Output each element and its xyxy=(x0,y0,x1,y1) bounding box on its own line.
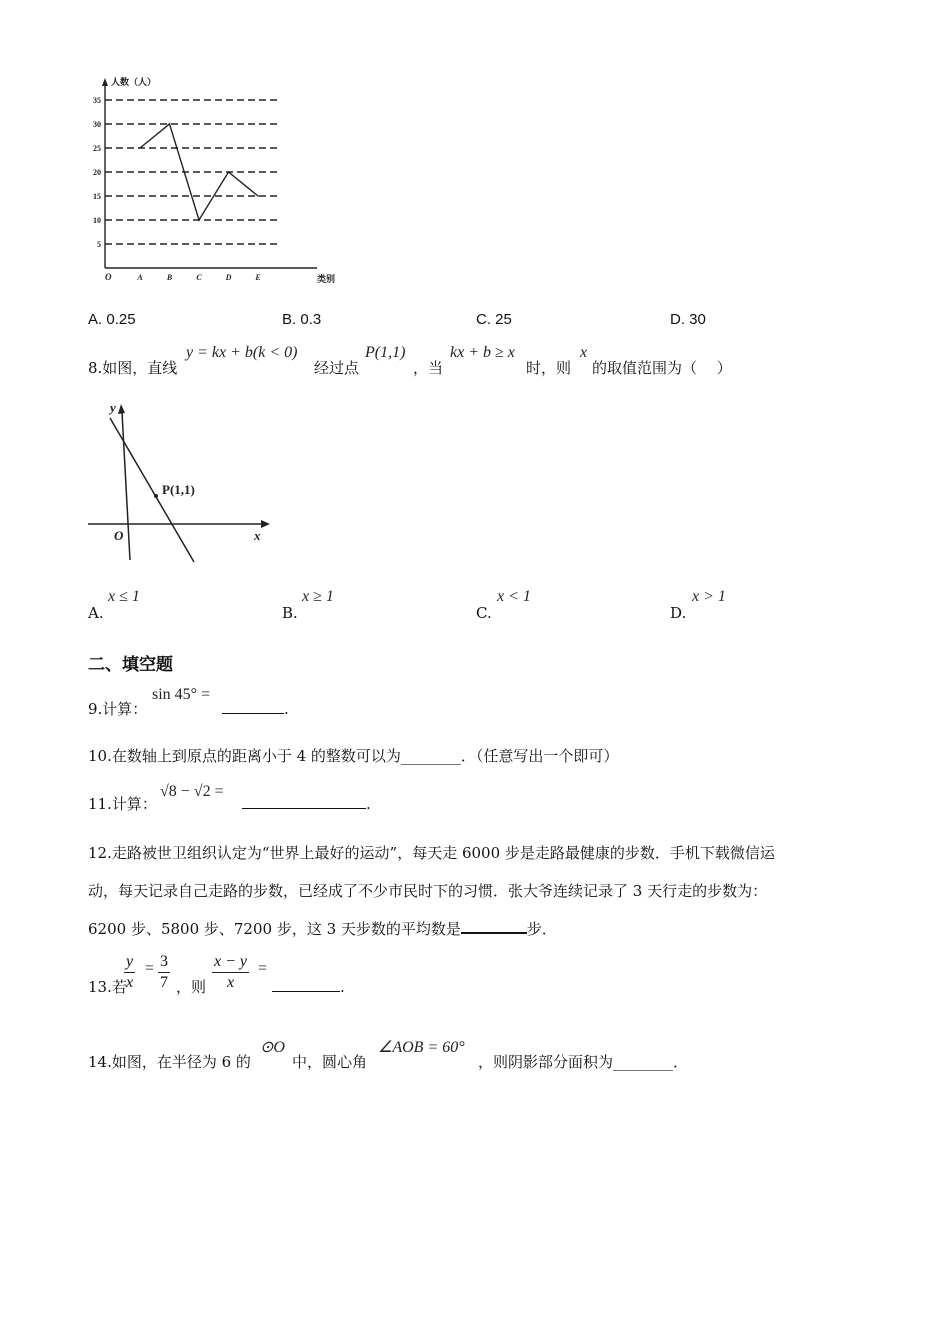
q13-prefix: 13.若 xyxy=(88,978,127,996)
q7-line-chart xyxy=(85,72,355,290)
origin-label: O xyxy=(114,528,124,543)
q13-fraction-1 xyxy=(124,952,135,993)
q11-prefix: 11.计算： xyxy=(88,795,157,813)
q7-option-d xyxy=(670,311,706,328)
y-axis-label: 人数（人） xyxy=(111,77,157,87)
option-letter: D. xyxy=(670,311,685,328)
y-tick-label: 35 xyxy=(93,96,101,105)
x-tick-label: B xyxy=(166,273,173,282)
q12-line2: 动，每天记录自己走路的步数，已经成了不少市民时下的习惯．张大爷连续记录了 3 天行走的步数为： xyxy=(88,882,768,900)
q13-fraction-3 xyxy=(212,952,249,993)
answer-blank xyxy=(272,977,340,992)
x-tick-label: C xyxy=(196,273,202,282)
data-point xyxy=(139,147,141,149)
option-value: 30 xyxy=(689,311,706,328)
q12-line3 xyxy=(88,918,557,939)
option-value: 25 xyxy=(495,311,512,328)
q8-option-d-letter: D. xyxy=(670,604,687,622)
y-tick-label: 5 xyxy=(97,240,101,249)
y-tick-label: 10 xyxy=(93,216,101,225)
data-point xyxy=(198,219,200,221)
q8-option-b-value: x ≥ 1 xyxy=(302,588,334,605)
q11-expression: √8 − √2 = xyxy=(160,783,224,800)
y-tick-label: 20 xyxy=(93,168,101,177)
fraction-numerator: 3 xyxy=(158,952,170,973)
q8-option-c-value: x < 1 xyxy=(497,588,531,605)
q7-option-c xyxy=(476,311,512,328)
q14-prefix: 14.如图，在半径为 6 的 xyxy=(88,1053,251,1071)
x-axis-arrow xyxy=(261,520,270,528)
q9-prefix: 9.计算： xyxy=(88,700,148,718)
q10-text: 10.在数轴上到原点的距离小于 4 的整数可以为________．（任意写出一个即可） xyxy=(88,747,619,765)
y-tick-labels xyxy=(93,96,101,249)
q13-mid: ，则 xyxy=(176,978,207,996)
fraction-numerator: y xyxy=(124,952,135,973)
answer-blank xyxy=(461,918,527,934)
x-tick-label: E xyxy=(255,273,261,282)
q8-option-a-value: x ≤ 1 xyxy=(108,588,140,605)
q8-mid3: 时，则 xyxy=(526,359,572,377)
q13-answer-blank xyxy=(272,977,345,997)
q8-inequality: kx + b ≥ x xyxy=(450,344,515,361)
x-tick-label: A xyxy=(137,273,143,282)
q8-mid2: ，当 xyxy=(413,359,444,377)
chart-axes xyxy=(102,76,335,284)
q8-option-a-letter: A. xyxy=(88,604,104,622)
option-letter: A. xyxy=(88,311,103,328)
fraction-numerator: x − y xyxy=(212,952,249,973)
option-value: 0.3 xyxy=(300,311,322,328)
section-heading: 二、填空题 xyxy=(88,655,173,675)
option-letter: B. xyxy=(282,311,297,328)
data-point xyxy=(228,171,230,173)
q14-suffix: ，则阴影部分面积为________． xyxy=(478,1053,689,1071)
y-axis-arrow xyxy=(118,404,125,414)
x-axis-label: x xyxy=(254,528,261,543)
data-point xyxy=(257,195,259,197)
y-tick-label: 25 xyxy=(93,144,101,153)
data-point xyxy=(169,123,171,125)
q8-option-b-letter: B. xyxy=(282,604,298,622)
q8-prefix: 8.如图，直线 xyxy=(88,359,178,377)
q12-line3-suffix: 步． xyxy=(526,920,557,938)
y-tick-label: 15 xyxy=(93,192,101,201)
q13-suffix: . xyxy=(340,978,345,996)
y-tick-label: 30 xyxy=(93,120,101,129)
fraction-denominator: 7 xyxy=(160,974,168,991)
y-axis-arrow xyxy=(102,78,108,86)
q11-answer-blank xyxy=(242,794,371,814)
q8-point: P(1,1) xyxy=(365,344,406,361)
x-axis-label: 类别 xyxy=(317,274,336,284)
x-tick-labels xyxy=(136,273,260,282)
chart-grid xyxy=(105,100,277,244)
q8-figure xyxy=(86,398,272,568)
q8-mid1: 经过点 xyxy=(314,359,360,377)
q14-circle: ⊙O xyxy=(260,1039,285,1056)
q13-equals-2: = xyxy=(258,960,268,977)
q13-fraction-2 xyxy=(158,952,170,993)
q13-equals-1: = xyxy=(145,960,155,977)
q9-expression: sin 45° = xyxy=(152,686,211,703)
fraction-denominator: x xyxy=(226,974,235,991)
fraction-denominator: x xyxy=(126,974,134,991)
answer-blank xyxy=(242,794,366,809)
origin-label: O xyxy=(105,272,112,282)
q9-answer-blank xyxy=(222,699,289,719)
point-label: P(1,1) xyxy=(162,482,195,497)
option-letter: C. xyxy=(476,311,491,328)
q14-mid: 中，圆心角 xyxy=(292,1053,368,1071)
answer-blank xyxy=(222,699,284,714)
q8-stem xyxy=(88,358,177,378)
q8-equation: y = kx + b(k < 0) xyxy=(186,344,298,361)
y-axis-label: y xyxy=(110,400,116,415)
q7-option-a xyxy=(88,311,136,328)
q12-line3-text: 6200 步、5800 步、7200 步，这 3 天步数的平均数是 xyxy=(88,920,461,938)
q11-suffix: . xyxy=(366,795,371,813)
q14-angle: ∠AOB = 60° xyxy=(378,1039,465,1056)
q8-option-c-letter: C. xyxy=(476,604,492,622)
q7-option-b xyxy=(282,311,321,328)
q9-suffix: . xyxy=(284,700,289,718)
q12-line1: 12.走路被世卫组织认定为“世界上最好的运动”，每天走 6000 步是走路最健康的步数．手机下载微信运 xyxy=(88,844,775,862)
x-tick-label: D xyxy=(225,273,232,282)
point-p xyxy=(154,494,158,498)
q8-option-d-value: x > 1 xyxy=(692,588,726,605)
q8-suffix: 的取值范围为（ ） xyxy=(592,359,732,377)
q8-variable: x xyxy=(580,344,588,361)
option-value: 0.25 xyxy=(106,311,136,328)
